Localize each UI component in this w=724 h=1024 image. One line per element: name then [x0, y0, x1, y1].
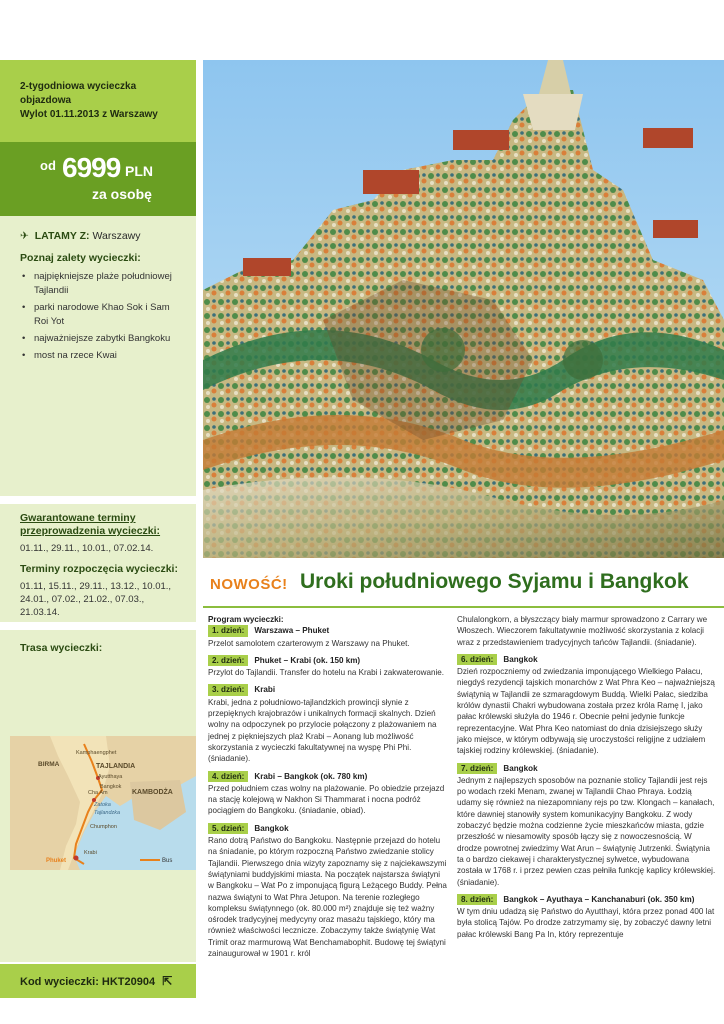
- program-column-1: [208, 614, 448, 965]
- guaranteed-dates: 01.11., 29.11., 10.01., 07.02.14.: [20, 543, 154, 554]
- map-label-kambodza: KAMBODŻA: [132, 789, 173, 796]
- list-item: • most na rzece Kwai: [20, 349, 184, 363]
- day-text: Krabi, jedna z południowo-tajlandzkich prowincji słynie z przepięknych krajobrazów i unikalnych formacji skalnych. Dzień wolny na odpoczynek po przylocie połączony z plażowaniem na jednej z piękniejszych plaż Krabi – Aonang lub możliwość skorzystania z wycieczki fakultatywnej na wyspę Phi Phi. (śniadanie).: [208, 697, 437, 764]
- highlights-list: [20, 270, 184, 363]
- departure-info: Wylot 01.11.2013 z Warszawy: [20, 109, 158, 120]
- terms-box: [0, 504, 196, 622]
- day-text: Przelot samolotem czarterowym z Warszawy na Phuket.: [208, 638, 410, 648]
- day-text: Rano dotrą Państwo do Bangkoku. Następnie przejazd do hotelu na śniadanie, po którym rozpoczną Państwo zwiedzanie stolicy Tajlandii. Pierwszego dnia wizyty zapoznamy się z najciekawszymi świątyniami buddyjskimi miasta. Na początek najstarsza świątyni w Bangkoku – Wat Po z imponującą figurą Leżącego Buddy. Pełna nazwa świątyni to Wat Phra Jetupon. Na terenie rozległego kompleksu świątynnego (ok. 80.000 m²) znajduje się też ważny ośrodek tradycyjnej medycyny oraz masażu tajskiego, który ma również właściwości lecznicze. Zobaczymy także świątynię Wat Trimit oraz marmurową Wat Benchamabophit. Budowę tej świątyni zainaugurował w 1901 r. król: [208, 836, 447, 959]
- price-amount: 6999: [62, 152, 121, 183]
- day-title: Krabi: [254, 685, 276, 695]
- map-label-krabi: Krabi: [84, 850, 97, 856]
- title-divider: [203, 606, 724, 608]
- day-entry: [457, 763, 717, 888]
- program-label: Program wycieczki:: [208, 615, 284, 624]
- day-title: Phuket – Krabi (ok. 150 km): [254, 655, 361, 665]
- day-badge: 7. dzień:: [457, 763, 497, 774]
- day-title: Warszawa – Phuket: [254, 626, 330, 636]
- price-currency: PLN: [125, 163, 153, 179]
- map-label-zatoka: Zatoka: [94, 802, 111, 808]
- day-text: Przed południem czas wolny na plażowanie. Po obiedzie przejazd na stację kolejową w Nakhon Si Thammarat i nocna podróż pociągiem do Bangkoku. (śniadanie, obiad).: [208, 783, 445, 816]
- fly-label: LATAMY Z:: [34, 230, 90, 242]
- trip-type: 2-tygodniowa wycieczka objazdowa: [20, 81, 137, 106]
- day-entry: [208, 771, 448, 817]
- day-badge: 1. dzień:: [208, 625, 248, 636]
- guaranteed-title: Gwarantowane terminy przeprowadzenia wycieczki:: [20, 512, 161, 537]
- cursor-icon: ⇱: [162, 974, 173, 988]
- trip-code: [0, 964, 196, 998]
- sidebar: [0, 60, 196, 1024]
- highlights-box: [0, 216, 196, 496]
- day-entry: [208, 823, 448, 960]
- list-item: • najpiękniejsze plaże południowej Tajlandii: [20, 270, 184, 298]
- map-label-birma: BIRMA: [38, 761, 60, 768]
- day-title: Bangkok: [503, 763, 538, 773]
- day-badge: 6. dzień:: [457, 654, 497, 665]
- day-entry: [457, 654, 717, 757]
- day-entry: [208, 625, 448, 649]
- fly-city: Warszawy: [92, 230, 141, 242]
- day-entry: [208, 655, 448, 679]
- start-title: Terminy rozpoczęcia wycieczki:: [20, 563, 178, 575]
- list-item: • najważniejsze zabytki Bangkoku: [20, 332, 184, 346]
- trip-code-label: Kod wycieczki: HKT20904: [20, 976, 156, 988]
- day-title: Bangkok: [254, 823, 289, 833]
- day-text: W tym dniu udadzą się Państwo do Ayutthayi, która przez ponad 400 lat była stolicą Tajów. Po drodze zatrzymamy się, by zobaczyć dawny letni pałac królewski Bang Pa In, który reprezentuje: [457, 907, 715, 939]
- day-badge: 4. dzień:: [208, 771, 248, 782]
- price-box: [0, 142, 196, 216]
- day-badge: 5. dzień:: [208, 823, 248, 834]
- day-title: Krabi – Bangkok (ok. 780 km): [254, 771, 368, 781]
- map-label-chumphon: Chumphon: [90, 824, 117, 830]
- map-label-bangkok: Bangkok: [100, 784, 122, 790]
- map-label-tajlandzka: Tajlandzka: [94, 810, 121, 816]
- route-title: Trasa wycieczki:: [20, 642, 103, 654]
- temple-photo: [203, 60, 724, 558]
- route-map: [10, 736, 196, 870]
- day-title: Bangkok: [503, 654, 538, 664]
- day-text: Jednym z najlepszych sposobów na poznanie stolicy Tajlandii jest rejs po wodach rzeki Menam, zwanej w Tajlandii Chao Phraya. Łodzią udamy się również na niezapomniany rejs po tzw. Klongach – kanałach, które dawniej stanowiły system komunikacyjny Bangkoku. Z wody zobaczyć będzie można codzienne życie mieszkańców miasta, gdzie przeszłość w niesamowity sposób łączy się z nowoczesnością. W drodze powrotnej zwiedzimy Wat Arun – świątynię Jutrzenki. Świątynia ta o bardzo ciekawej i charakterystycznej sylwetce, wybudowana została w 1768 r. i przez pewien czas pełniła funkcję kaplicy królewskiej. (śniadanie).: [457, 775, 716, 887]
- day-badge: 3. dzień:: [208, 684, 248, 695]
- day-text: Przylot do Tajlandii. Transfer do hotelu na Krabi i zakwaterowanie.: [208, 668, 445, 678]
- map-legend-bus: Bus: [162, 858, 173, 864]
- continued-text: Chulalongkorn, a błyszczący biały marmur sprowadzono z Carrary we Włoszech. Wieczorem fakultatywnie możliwość skorzystania z kolacji wraz z przedstawieniem tradycyjnych tańców Tajlandii. (śniadanie).: [457, 615, 708, 647]
- start-dates: 01.11, 15.11., 29.11., 13.12., 10.01., 24.01., 07.02., 21.02., 07.03., 21.03.14.: [20, 581, 172, 618]
- article-title-row: [203, 566, 724, 606]
- day-text: Dzień rozpoczniemy od zwiedzania imponującego Wielkiego Pałacu, niegdyś rezydencji tajskich monarchów z Wat Phra Keo – najważniejszą świątynią w Tajlandii ze szmaragdowym Buddą. Wielki Pałac, siedziba królów dynastii Chakri wybudowana została przez króla Ramę I, jako pałac królewski służyła do 1946 r. Obecnie pełni jedynie funkcje reprezentacyjne. Wat Phra Keo natomiast do dnia dzisiejszego służy jako miejsce, w którym odbywają się uroczystości religijne z udziałem tajskiej rodziny królewskiej. (śniadanie).: [457, 667, 715, 756]
- new-badge: NOWOŚĆ!: [210, 576, 288, 593]
- map-label-kamphaengphet: Kamphaengphet: [76, 750, 117, 756]
- article-title: Uroki południowego Syjamu i Bangkok: [300, 570, 689, 593]
- day-badge: 2. dzień:: [208, 655, 248, 666]
- map-label-phuket: Phuket: [46, 858, 67, 864]
- highlights-title: Poznaj zalety wycieczki:: [20, 252, 141, 264]
- trip-header: [0, 60, 196, 142]
- day-entry: [457, 894, 717, 940]
- day-entry: [208, 684, 448, 764]
- price-prefix: od: [40, 158, 56, 173]
- program-column-2: [457, 614, 717, 946]
- map-label-ayutthaya: Ayutthaya: [98, 774, 123, 780]
- list-item: • parki narodowe Khao Sok i Sam Roi Yot: [20, 301, 184, 329]
- plane-icon: ✈: [20, 230, 29, 242]
- price-suffix: za osobę: [92, 186, 152, 202]
- map-label-tajlandia: TAJLANDIA: [96, 763, 136, 770]
- temple-illustration: [203, 60, 724, 558]
- route-box: [0, 630, 196, 962]
- departure-city: [20, 230, 184, 242]
- map-label-chaam: Cha Am: [88, 790, 108, 796]
- day-badge: 8. dzień:: [457, 894, 497, 905]
- day-title: Bangkok – Ayuthaya – Kanchanaburi (ok. 350 km): [503, 894, 695, 904]
